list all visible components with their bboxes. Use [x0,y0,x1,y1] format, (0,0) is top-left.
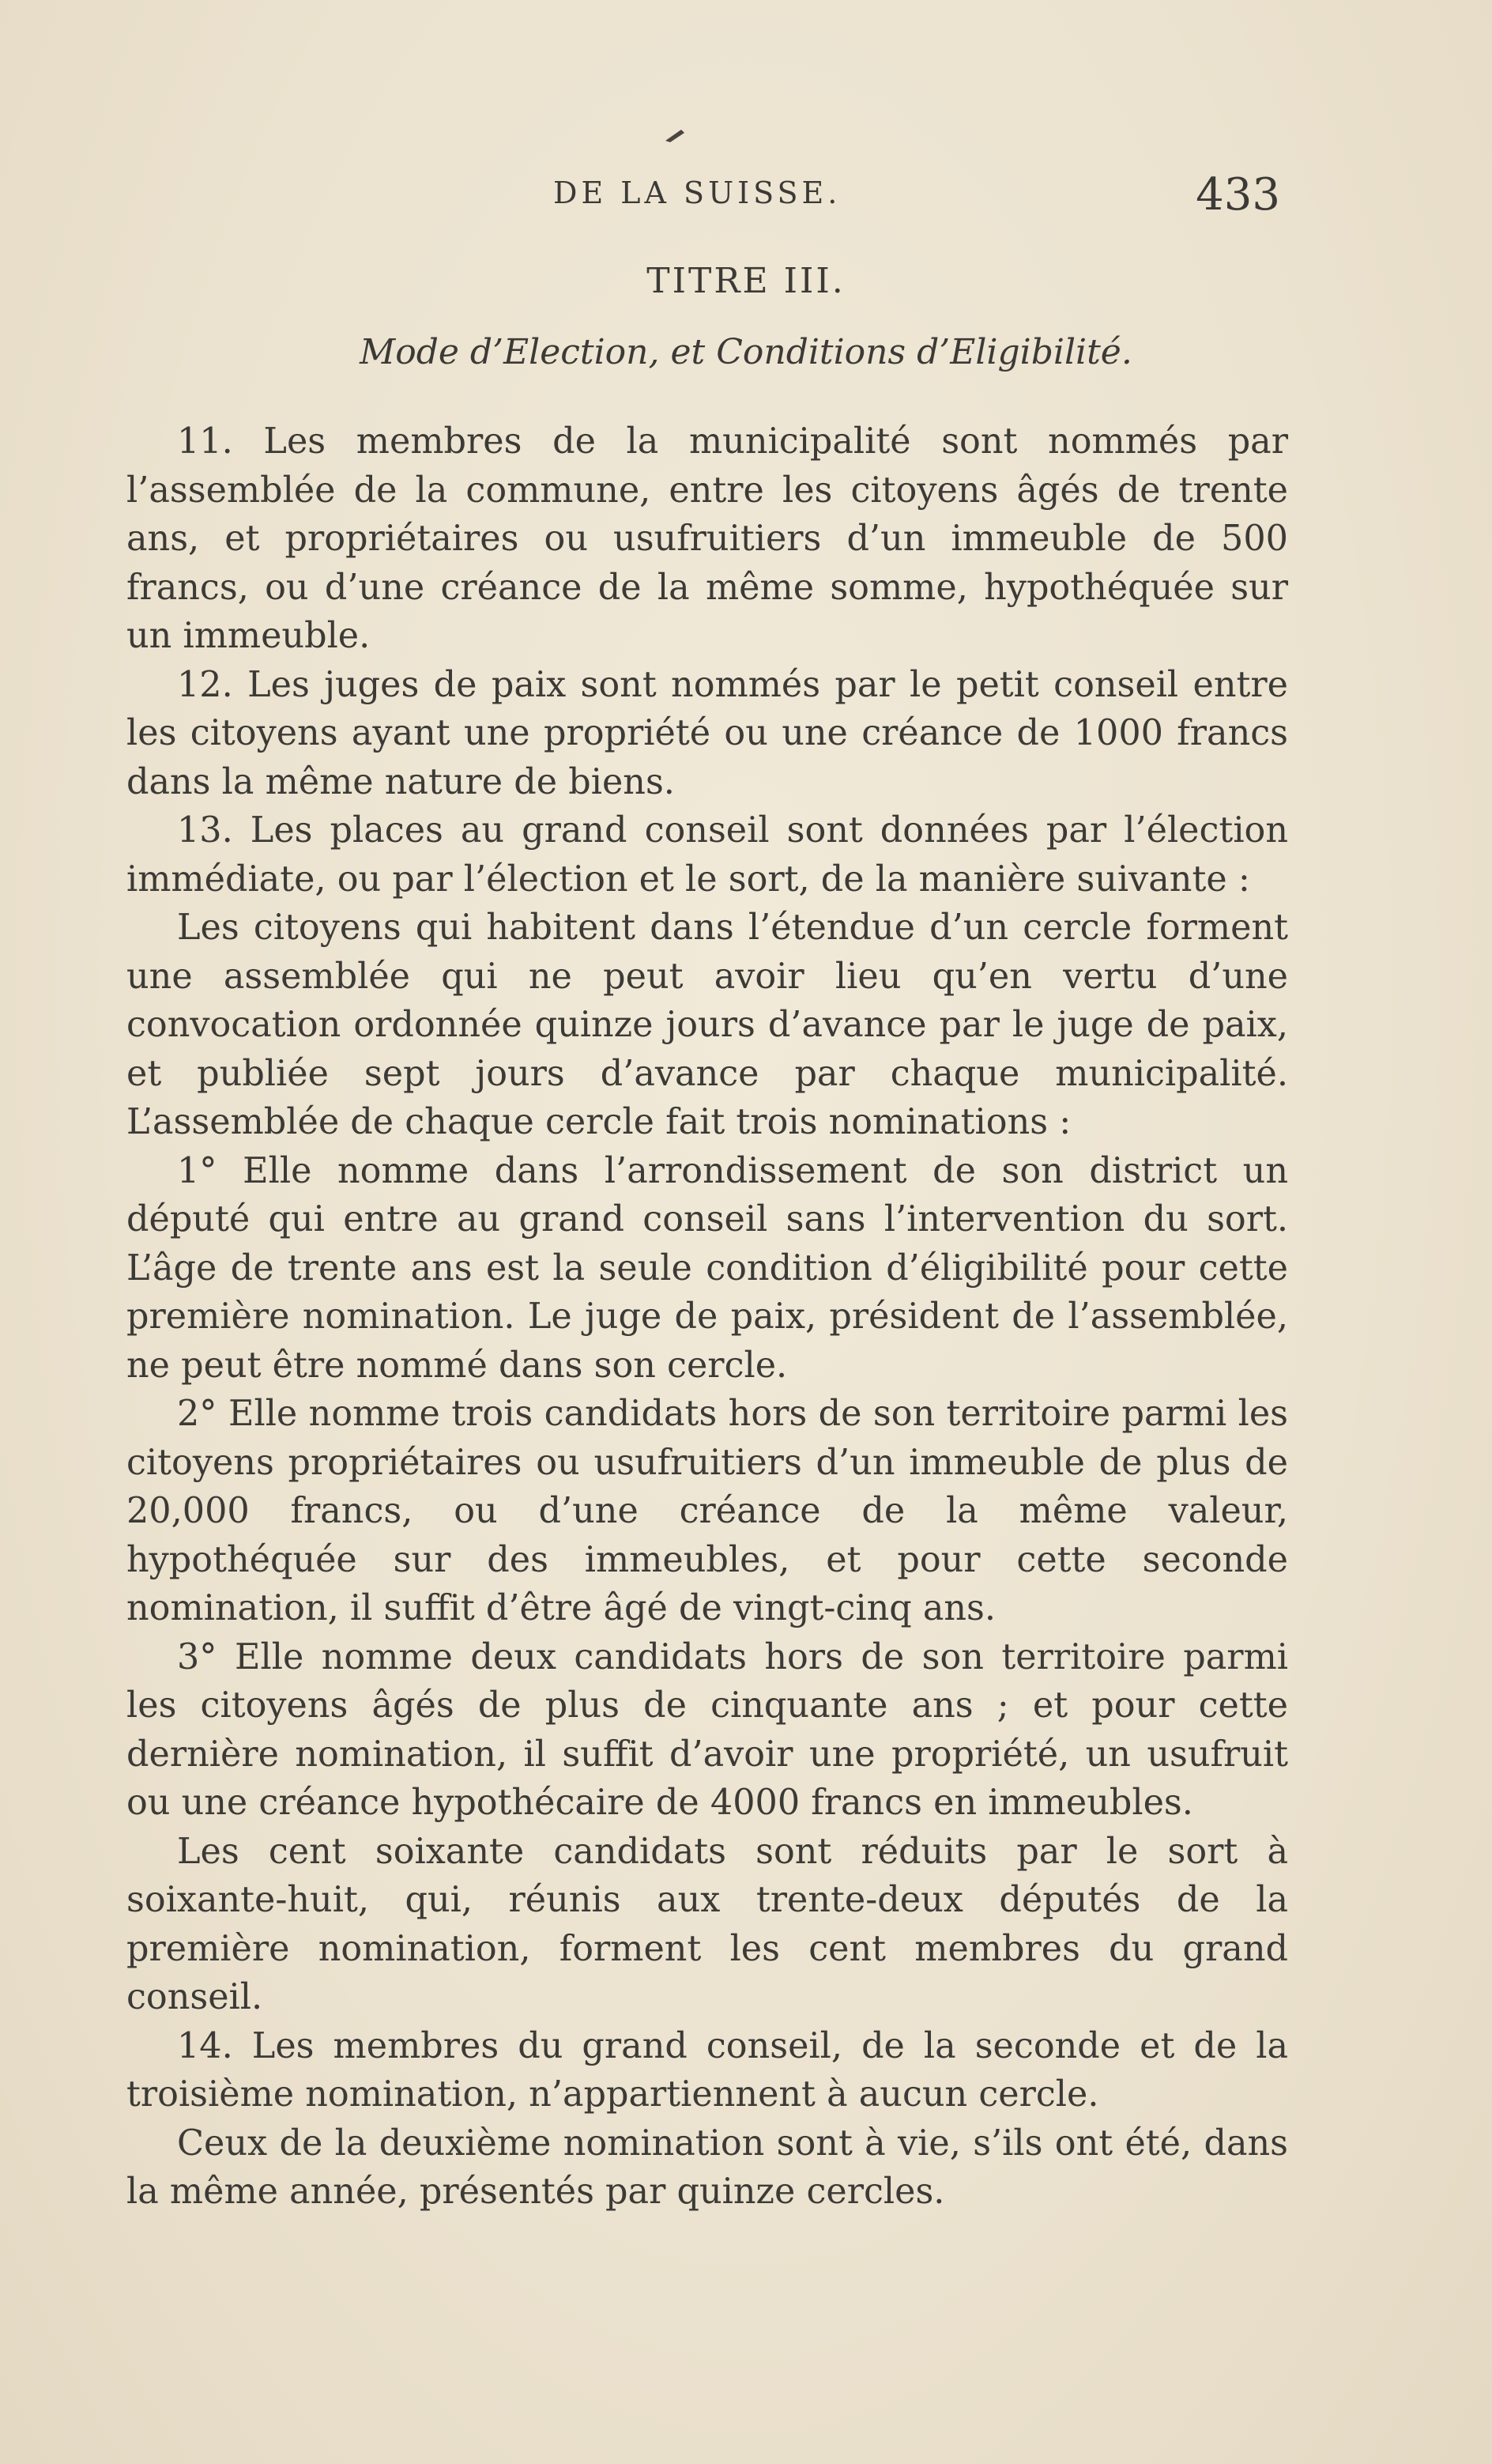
section-title: TITRE III. [646,261,846,301]
running-head [126,169,1280,225]
paragraph-article-14: 14. Les membres du grand conseil, de la seconde et de la troisième nomination, n’appartiennent à aucun cercle. [126,2025,1288,2115]
body-text [126,417,1288,2217]
paragraph-candidates-reduction: Les cent soixante candidats sont réduits par le sort à soixante-huit, qui, réunis aux trente-deux députés de la première nomination, forment les cent membres du grand conseil. [126,1831,1288,2017]
paragraph-second-nomination: 2° Elle nomme trois candidats hors de son territoire parmi les citoyens propriétaires ou usufruitiers d’un immeuble de plus de 20,000 francs, ou d’une créance de la même valeur, hypothéquée sur des immeubles, et pour cette seconde nomination, il suffit d’être âgé de vingt-cinq ans. [126,1394,1288,1628]
paragraph-assembly: Les citoyens qui habitent dans l’étendue d’un cercle forment une assemblée qui ne peut avoir lieu qu’en vertu d’une convocation ordonnée quinze jours d’avance par le juge de paix, et publiée sept jours d’avance par chaque municipalité. L’assemblée de chaque cercle fait trois nominations : [126,907,1288,1142]
paragraph-first-nomination: 1° Elle nomme dans l’arrondissement de son district un député qui entre au grand conseil sans l’intervention du sort. L’âge de trente ans est la seule condition d’éligibilité pour cette première nomination. Le juge de paix, président de l’assemblée, ne peut être nommé dans son cercle. [126,1150,1288,1386]
paragraph-article-12: 12. Les juges de paix sont nommés par le petit conseil entre les citoyens ayant une propriété ou une créance de 1000 francs dans la même nature de biens. [126,664,1288,802]
printer-mark-icon [662,126,686,144]
running-title: DE LA SUISSE. [553,175,842,210]
paragraph-article-13: 13. Les places au grand conseil sont données par l’élection immédiate, ou par l’élection et le sort, de la manière suivante : [126,810,1288,900]
paragraph-article-11: 11. Les membres de la municipalité sont nommés par l’assemblée de la commune, entre les citoyens âgés de trente ans, et propriétaires ou usufruitiers d’un immeuble de 500 francs, ou d’une créance de la même somme, hypothéquée sur un immeuble. [126,421,1288,656]
page-number: 433 [1196,169,1280,221]
section-subtitle: Mode d’Election, et Conditions d’Eligibilité. [360,332,1132,372]
paragraph-life-members: Ceux de la deuxième nomination sont à vie, s’ils ont été, dans la même année, présentés par quinze cercles. [126,2123,1288,2212]
paragraph-third-nomination: 3° Elle nomme deux candidats hors de son territoire parmi les citoyens âgés de plus de cinquante ans ; et pour cette dernière nomination, il suffit d’avoir une propriété, un usufruit ou une créance hypothécaire de 4000 francs en immeubles. [126,1636,1288,1823]
